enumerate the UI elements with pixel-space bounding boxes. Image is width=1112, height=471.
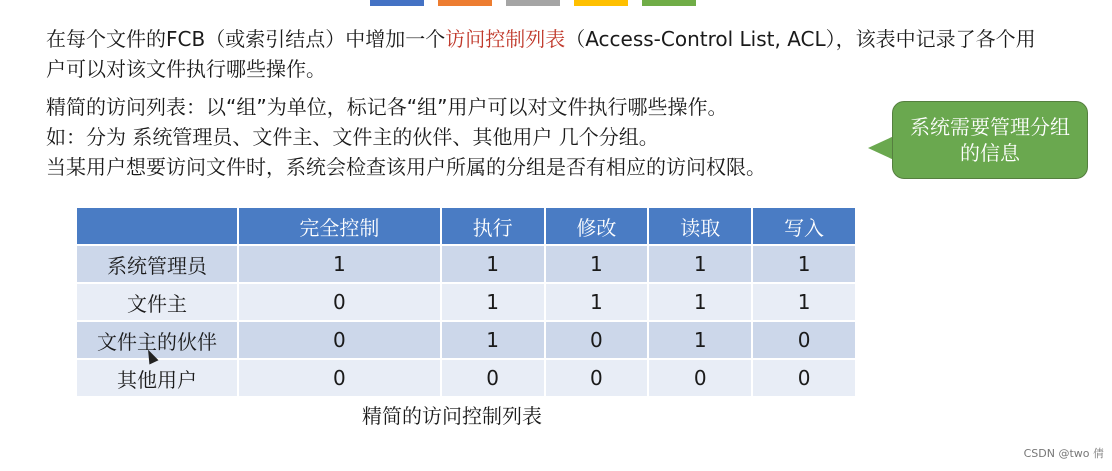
acl-cell: 0: [441, 359, 545, 397]
simplified-line-3: 当某用户想要访问文件时，系统会检查该用户所属的分组是否有相应的访问权限。: [46, 155, 766, 179]
csdn-watermark: CSDN @two 倩: [1023, 447, 1104, 460]
acl-header-row: [76, 207, 856, 245]
acl-cell: 0: [238, 321, 441, 359]
acl-col-header: 执行: [441, 207, 545, 245]
acl-cell: 1: [441, 245, 545, 283]
acl-cell: 1: [441, 321, 545, 359]
top-bar-2: [438, 0, 492, 6]
acl-col-header: 写入: [752, 207, 856, 245]
callout-text: 系统需要管理分组的信息: [910, 115, 1070, 165]
acl-cell: 0: [752, 359, 856, 397]
acl-cell: 0: [648, 359, 752, 397]
acl-row: [76, 321, 856, 359]
acl-cell: 1: [752, 283, 856, 321]
top-color-bars: [370, 0, 696, 6]
simplified-line-1: 精简的访问列表：以“组”为单位，标记各“组”用户可以对文件执行哪些操作。: [46, 95, 728, 119]
acl-cell: 1: [238, 245, 441, 283]
simplified-line-2: 如：分为 系统管理员、文件主、文件主的伙伴、其他用户 几个分组。: [46, 125, 659, 149]
acl-row: [76, 283, 856, 321]
acl-cell: 1: [648, 321, 752, 359]
acl-cell: 1: [648, 245, 752, 283]
simplified-paragraph: [46, 92, 886, 182]
top-bar-3: [506, 0, 560, 6]
acl-group-name: 其他用户: [76, 359, 238, 397]
acl-group-name: 系统管理员: [76, 245, 238, 283]
acl-table: [75, 206, 857, 398]
acl-col-header: 修改: [545, 207, 649, 245]
acl-cell: 0: [545, 321, 649, 359]
top-bar-4: [574, 0, 628, 6]
acl-corner-cell: [76, 207, 238, 245]
acl-col-header: 完全控制: [238, 207, 441, 245]
acl-cell: 0: [238, 359, 441, 397]
acl-cell: 0: [238, 283, 441, 321]
top-bar-5: [642, 0, 696, 6]
acl-cell: 0: [752, 321, 856, 359]
acl-highlight: 访问控制列表: [445, 27, 566, 51]
table-caption: 精简的访问控制列表: [362, 404, 542, 428]
acl-group-name: 文件主的伙伴: [76, 321, 238, 359]
acl-group-name: 文件主: [76, 283, 238, 321]
acl-cell: 1: [752, 245, 856, 283]
acl-cell: 1: [441, 283, 545, 321]
acl-cell: 1: [545, 283, 649, 321]
acl-row: [76, 359, 856, 397]
acl-cell: 0: [545, 359, 649, 397]
callout-pointer: [868, 136, 894, 160]
acl-row: [76, 245, 856, 283]
intro-text-part2: （Access-Control List, ACL），该表中记录了各个用户可以对该文件执行哪些操作。: [46, 27, 1036, 81]
acl-cell: 1: [648, 283, 752, 321]
acl-col-header: 读取: [648, 207, 752, 245]
top-bar-1: [370, 0, 424, 6]
intro-text-part1: 在每个文件的FCB（或索引结点）中增加一个: [46, 27, 446, 51]
acl-cell: 1: [545, 245, 649, 283]
callout-bubble: [892, 101, 1088, 179]
intro-paragraph: [46, 24, 1046, 84]
